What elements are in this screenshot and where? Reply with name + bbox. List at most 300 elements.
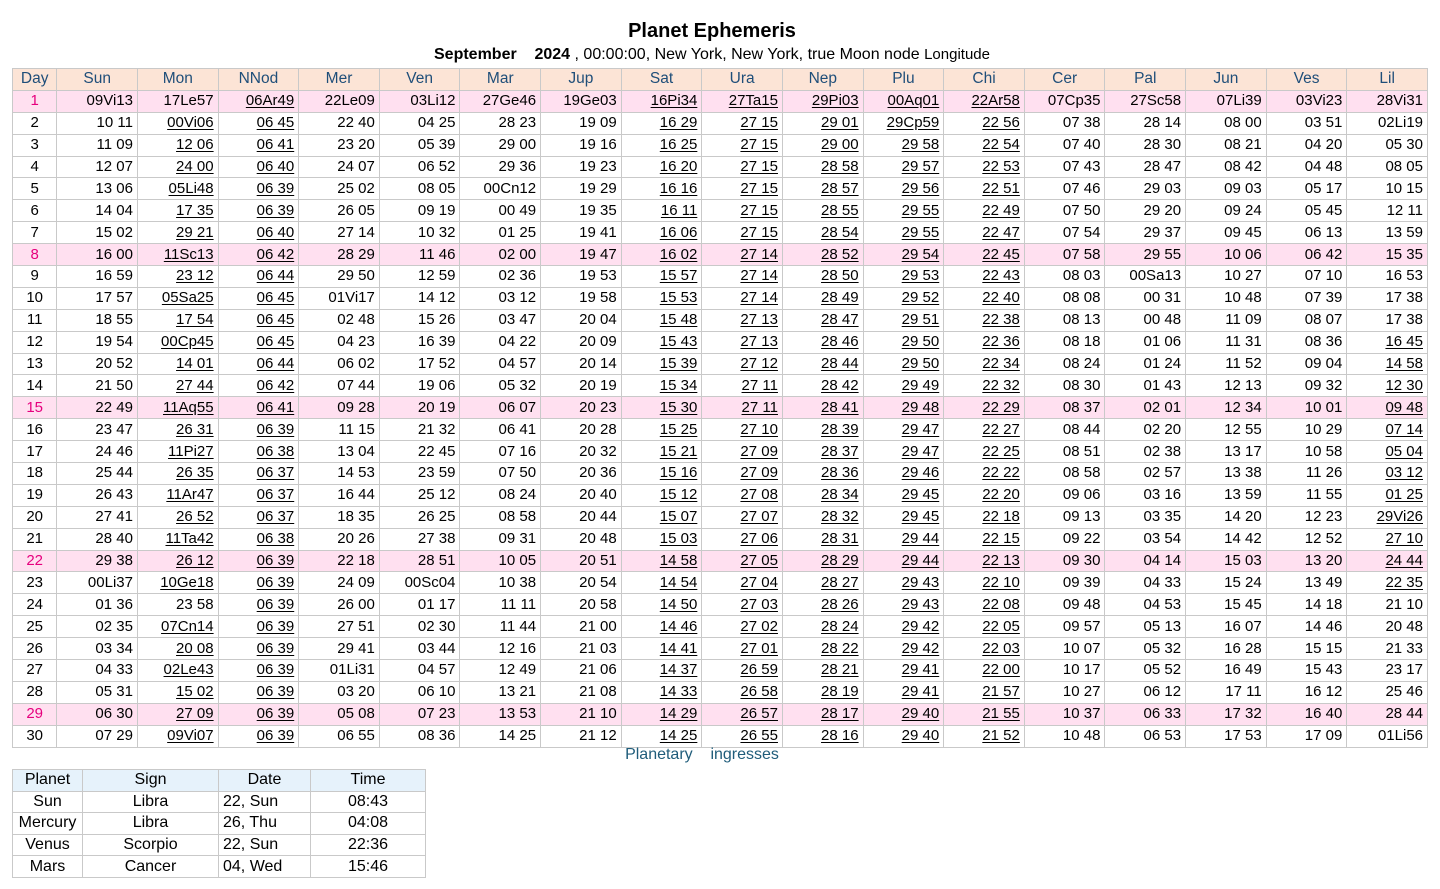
subtitle-coordinate: Longitude [924,46,990,63]
position-cell: 29 41 [863,660,944,682]
position-cell: 15 21 [621,441,702,463]
position-cell: 19 06 [379,375,460,397]
position-cell: 22 15 [944,528,1025,550]
position-cell: 09 03 [1186,178,1267,200]
position-cell: 15 35 [1347,244,1428,266]
position-cell: 15 25 [621,419,702,441]
ingress-header-date: Date [219,770,311,792]
position-cell: 09 24 [1186,200,1267,222]
position-cell: 06 44 [218,266,299,288]
position-cell: 13 06 [57,178,138,200]
position-cell: 10 32 [379,222,460,244]
ingress-date: 04, Wed [219,856,311,878]
position-cell: 22 25 [944,441,1025,463]
ingress-sign: Scorpio [83,834,219,856]
position-cell: 27 08 [702,484,783,506]
day-cell: 26 [13,638,57,660]
position-cell: 25 02 [299,178,380,200]
position-cell: 27 15 [702,200,783,222]
position-cell: 21 32 [379,419,460,441]
subtitle-year: 2024 [534,46,571,63]
position-cell: 11 26 [1266,463,1347,485]
position-cell: 13 49 [1266,572,1347,594]
position-cell: 00 31 [1105,287,1186,309]
position-cell: 29 42 [863,638,944,660]
position-cell: 15 24 [1186,572,1267,594]
position-cell: 29 52 [863,287,944,309]
subtitle-month: September [434,46,517,63]
column-header-mar: Mar [460,69,541,91]
position-cell: 15 39 [621,353,702,375]
position-cell: 06 39 [218,725,299,747]
position-cell: 09 19 [379,200,460,222]
position-cell: 29Pi03 [782,90,863,112]
position-cell: 14 42 [1186,528,1267,550]
position-cell: 07 38 [1024,112,1105,134]
position-cell: 16 16 [621,178,702,200]
ingress-sign: Libra [83,791,219,813]
position-cell: 20 19 [379,397,460,419]
position-cell: 15 45 [1186,594,1267,616]
position-cell: 07 29 [57,725,138,747]
position-cell: 26 57 [702,703,783,725]
position-cell: 11 31 [1186,331,1267,353]
position-cell: 06 42 [218,244,299,266]
position-cell: 29 55 [863,222,944,244]
position-cell: 14 58 [1347,353,1428,375]
position-cell: 24 00 [137,156,218,178]
table-row [13,703,1428,725]
position-cell: 28 14 [1105,112,1186,134]
position-cell: 16 25 [621,134,702,156]
position-cell: 19Ge03 [541,90,622,112]
position-cell: 06 41 [460,419,541,441]
position-cell: 21 57 [944,681,1025,703]
position-cell: 16 53 [1347,266,1428,288]
position-cell: 02 36 [460,266,541,288]
position-cell: 12 52 [1266,528,1347,550]
table-row [13,200,1428,222]
position-cell: 16 12 [1266,681,1347,703]
position-cell: 27 14 [702,244,783,266]
day-cell: 18 [13,463,57,485]
position-cell: 22 40 [299,112,380,134]
table-row [13,506,1428,528]
position-cell: 13 17 [1186,441,1267,463]
position-cell: 06 39 [218,616,299,638]
position-cell: 00 49 [460,200,541,222]
position-cell: 29Cp59 [863,112,944,134]
position-cell: 05 31 [57,681,138,703]
position-cell: 27 51 [299,616,380,638]
position-cell: 16 20 [621,156,702,178]
position-cell: 27 14 [702,266,783,288]
position-cell: 24 07 [299,156,380,178]
position-cell: 28 57 [782,178,863,200]
table-row [13,375,1428,397]
position-cell: 11 46 [379,244,460,266]
position-cell: 11 52 [1186,353,1267,375]
position-cell: 17 57 [57,287,138,309]
day-cell: 27 [13,660,57,682]
position-cell: 05Li48 [137,178,218,200]
position-cell: 08 36 [379,725,460,747]
position-cell: 23 20 [299,134,380,156]
position-cell: 11Aq55 [137,397,218,419]
ingresses-caption: Planetary ingresses [625,746,779,763]
position-cell: 15 02 [57,222,138,244]
position-cell: 27 38 [379,528,460,550]
position-cell: 22 10 [944,572,1025,594]
position-cell: 15 43 [621,331,702,353]
subtitle-details: , 00:00:00, New York, New York, true Moon node [574,46,920,63]
position-cell: 15 07 [621,506,702,528]
column-header-mer: Mer [299,69,380,91]
position-cell: 06 45 [218,309,299,331]
position-cell: 20 40 [541,484,622,506]
position-cell: 20 52 [57,353,138,375]
position-cell: 22 05 [944,616,1025,638]
position-cell: 26 52 [137,506,218,528]
position-cell: 06 40 [218,156,299,178]
position-cell: 10 58 [1266,441,1347,463]
position-cell: 12 13 [1186,375,1267,397]
position-cell: 23 17 [1347,660,1428,682]
position-cell: 10 07 [1024,638,1105,660]
position-cell: 08 30 [1024,375,1105,397]
position-cell: 06 37 [218,506,299,528]
position-cell: 14 58 [621,550,702,572]
position-cell: 08 37 [1024,397,1105,419]
position-cell: 22 53 [944,156,1025,178]
table-row [13,353,1428,375]
position-cell: 27 07 [702,506,783,528]
position-cell: 03 34 [57,638,138,660]
position-cell: 18 55 [57,309,138,331]
day-cell: 3 [13,134,57,156]
position-cell: 11 44 [460,616,541,638]
position-cell: 00Aq01 [863,90,944,112]
position-cell: 28Vi31 [1347,90,1428,112]
ingresses-table [12,769,426,878]
position-cell: 10 01 [1266,397,1347,419]
position-cell: 21 06 [541,660,622,682]
position-cell: 10 06 [1186,244,1267,266]
day-cell: 4 [13,156,57,178]
position-cell: 05 17 [1266,178,1347,200]
position-cell: 00Sc04 [379,572,460,594]
position-cell: 14 25 [460,725,541,747]
position-cell: 03Vi23 [1266,90,1347,112]
position-cell: 07 58 [1024,244,1105,266]
position-cell: 22 22 [944,463,1025,485]
position-cell: 27Ta15 [702,90,783,112]
position-cell: 26 25 [379,506,460,528]
position-cell: 14 46 [1266,616,1347,638]
position-cell: 06 33 [1105,703,1186,725]
position-cell: 21 10 [541,703,622,725]
position-cell: 28 41 [782,397,863,419]
day-cell: 20 [13,506,57,528]
position-cell: 14 12 [379,287,460,309]
ingress-row [13,791,426,813]
position-cell: 20 54 [541,572,622,594]
position-cell: 04 22 [460,331,541,353]
position-cell: 20 58 [541,594,622,616]
position-cell: 24 09 [299,572,380,594]
position-cell: 27 02 [702,616,783,638]
position-cell: 29 01 [782,112,863,134]
position-cell: 08 05 [1347,156,1428,178]
ingress-time: 08:43 [311,791,426,813]
position-cell: 09 32 [1266,375,1347,397]
position-cell: 13 59 [1186,484,1267,506]
position-cell: 28 34 [782,484,863,506]
position-cell: 07 40 [1024,134,1105,156]
position-cell: 03 12 [1347,463,1428,485]
position-cell: 19 54 [57,331,138,353]
position-cell: 07 43 [1024,156,1105,178]
position-cell: 29 45 [863,484,944,506]
position-cell: 08 07 [1266,309,1347,331]
position-cell: 28 47 [1105,156,1186,178]
position-cell: 29 51 [863,309,944,331]
position-cell: 06 40 [218,222,299,244]
position-cell: 08 13 [1024,309,1105,331]
position-cell: 10Ge18 [137,572,218,594]
position-cell: 12 55 [1186,419,1267,441]
position-cell: 29 55 [863,200,944,222]
day-cell: 9 [13,266,57,288]
position-cell: 27 14 [702,287,783,309]
position-cell: 19 41 [541,222,622,244]
position-cell: 21 12 [541,725,622,747]
ephemeris-header-row [13,69,1428,91]
position-cell: 09Vi07 [137,725,218,747]
position-cell: 06 39 [218,703,299,725]
day-cell: 12 [13,331,57,353]
position-cell: 22Ar58 [944,90,1025,112]
position-cell: 10 29 [1266,419,1347,441]
position-cell: 19 09 [541,112,622,134]
position-cell: 03 16 [1105,484,1186,506]
position-cell: 07 50 [1024,200,1105,222]
position-cell: 11Sc13 [137,244,218,266]
position-cell: 15 43 [1266,660,1347,682]
position-cell: 29 38 [57,550,138,572]
position-cell: 12 11 [1347,200,1428,222]
position-cell: 11Pi27 [137,441,218,463]
position-cell: 28 29 [299,244,380,266]
position-cell: 08 21 [1186,134,1267,156]
position-cell: 11 15 [299,419,380,441]
position-cell: 22 03 [944,638,1025,660]
position-cell: 03 47 [460,309,541,331]
position-cell: 16Pi34 [621,90,702,112]
position-cell: 29 41 [299,638,380,660]
position-cell: 15 26 [379,309,460,331]
position-cell: 28 32 [782,506,863,528]
ingress-planet: Venus [13,834,83,856]
position-cell: 05 45 [1266,200,1347,222]
table-row [13,725,1428,747]
position-cell: 27 05 [702,550,783,572]
column-header-jup: Jup [541,69,622,91]
position-cell: 29 20 [1105,200,1186,222]
position-cell: 15 30 [621,397,702,419]
table-row [13,550,1428,572]
position-cell: 10 48 [1186,287,1267,309]
position-cell: 27 10 [702,419,783,441]
position-cell: 22 49 [944,200,1025,222]
position-cell: 28 24 [782,616,863,638]
position-cell: 27 15 [702,134,783,156]
position-cell: 01 25 [1347,484,1428,506]
position-cell: 18 35 [299,506,380,528]
position-cell: 16 44 [299,484,380,506]
position-cell: 27 06 [702,528,783,550]
table-row [13,266,1428,288]
position-cell: 11 11 [460,594,541,616]
position-cell: 06 39 [218,594,299,616]
ingress-time: 22:36 [311,834,426,856]
position-cell: 29 43 [863,594,944,616]
position-cell: 14 50 [621,594,702,616]
ingress-date: 22, Sun [219,791,311,813]
position-cell: 22 35 [1347,572,1428,594]
position-cell: 00Vi06 [137,112,218,134]
position-cell: 17 09 [1266,725,1347,747]
position-cell: 28 21 [782,660,863,682]
position-cell: 06 30 [57,703,138,725]
position-cell: 16 11 [621,200,702,222]
position-cell: 09 45 [1186,222,1267,244]
position-cell: 22 29 [944,397,1025,419]
position-cell: 06 37 [218,484,299,506]
position-cell: 03 12 [460,287,541,309]
position-cell: 21 33 [1347,638,1428,660]
position-cell: 29 40 [863,703,944,725]
position-cell: 29 00 [460,134,541,156]
position-cell: 06 39 [218,660,299,682]
position-cell: 08 18 [1024,331,1105,353]
position-cell: 29 57 [863,156,944,178]
ingress-header-planet: Planet [13,770,83,792]
position-cell: 12 23 [1266,506,1347,528]
position-cell: 14 54 [621,572,702,594]
position-cell: 16 02 [621,244,702,266]
position-cell: 16 28 [1186,638,1267,660]
position-cell: 28 23 [460,112,541,134]
position-cell: 20 04 [541,309,622,331]
ingress-date: 26, Thu [219,813,311,835]
ingress-row [13,813,426,835]
position-cell: 28 49 [782,287,863,309]
position-cell: 04 53 [1105,594,1186,616]
position-cell: 06 39 [218,550,299,572]
position-cell: 27 09 [137,703,218,725]
position-cell: 20 32 [541,441,622,463]
position-cell: 16 39 [379,331,460,353]
position-cell: 09Vi13 [57,90,138,112]
position-cell: 16 07 [1186,616,1267,638]
position-cell: 05 04 [1347,441,1428,463]
position-cell: 09 30 [1024,550,1105,572]
position-cell: 02 20 [1105,419,1186,441]
ingress-sign: Libra [83,813,219,835]
position-cell: 27Ge46 [460,90,541,112]
position-cell: 28 40 [57,528,138,550]
position-cell: 11 09 [1186,309,1267,331]
position-cell: 19 58 [541,287,622,309]
position-cell: 06 45 [218,331,299,353]
position-cell: 00 48 [1105,309,1186,331]
position-cell: 26 05 [299,200,380,222]
position-cell: 24 46 [57,441,138,463]
position-cell: 07 10 [1266,266,1347,288]
position-cell: 22 18 [299,550,380,572]
position-cell: 04 33 [1105,572,1186,594]
column-header-ven: Ven [379,69,460,91]
position-cell: 27 13 [702,331,783,353]
position-cell: 13 38 [1186,463,1267,485]
position-cell: 15 53 [621,287,702,309]
position-cell: 29 53 [863,266,944,288]
position-cell: 15 16 [621,463,702,485]
position-cell: 06 07 [460,397,541,419]
position-cell: 05Sa25 [137,287,218,309]
position-cell: 03 54 [1105,528,1186,550]
position-cell: 05 08 [299,703,380,725]
position-cell: 03 35 [1105,506,1186,528]
position-cell: 11Ta42 [137,528,218,550]
position-cell: 27 13 [702,309,783,331]
position-cell: 15 02 [137,681,218,703]
day-cell: 15 [13,397,57,419]
position-cell: 26 35 [137,463,218,485]
table-row [13,156,1428,178]
position-cell: 09 48 [1024,594,1105,616]
position-cell: 19 16 [541,134,622,156]
position-cell: 07 16 [460,441,541,463]
position-cell: 23 59 [379,463,460,485]
position-cell: 04 23 [299,331,380,353]
position-cell: 20 08 [137,638,218,660]
position-cell: 28 47 [782,309,863,331]
day-cell: 6 [13,200,57,222]
day-cell: 24 [13,594,57,616]
position-cell: 23 58 [137,594,218,616]
table-row [13,594,1428,616]
position-cell: 06 38 [218,441,299,463]
column-header-sat: Sat [621,69,702,91]
position-cell: 27 15 [702,112,783,134]
position-cell: 15 12 [621,484,702,506]
position-cell: 22 43 [944,266,1025,288]
ingress-date: 22, Sun [219,834,311,856]
day-cell: 28 [13,681,57,703]
day-cell: 1 [13,90,57,112]
position-cell: 26 59 [702,660,783,682]
position-cell: 03 44 [379,638,460,660]
position-cell: 06 38 [218,528,299,550]
position-cell: 27 15 [702,156,783,178]
position-cell: 15 48 [621,309,702,331]
position-cell: 03 51 [1266,112,1347,134]
position-cell: 17 53 [1186,725,1267,747]
position-cell: 06 53 [1105,725,1186,747]
position-cell: 16 40 [1266,703,1347,725]
